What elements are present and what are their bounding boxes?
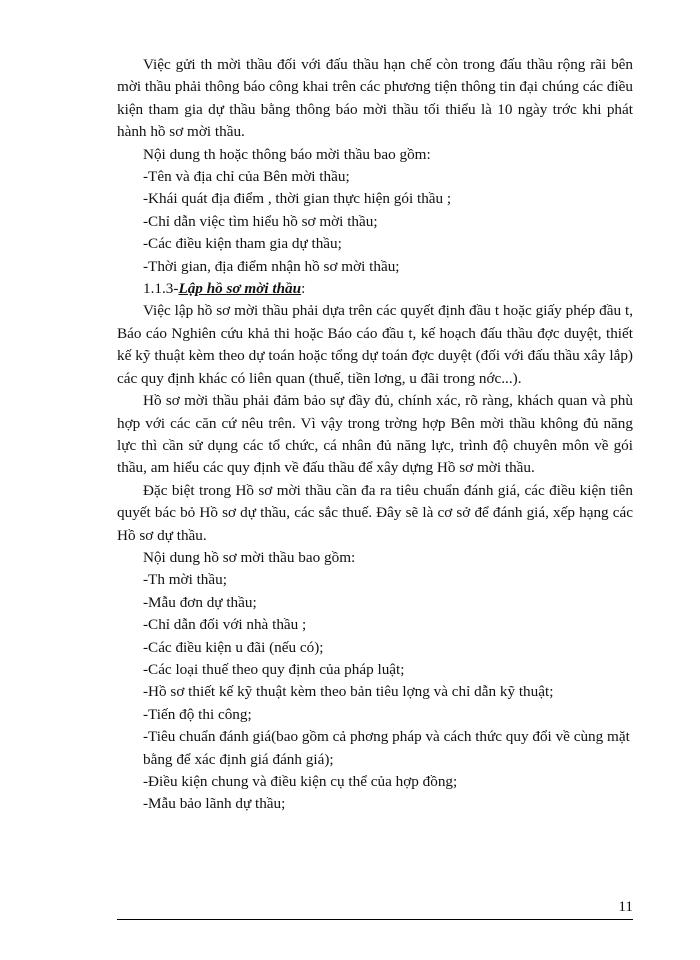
paragraph-basis: Việc lập hồ sơ mời thầu phải dựa trên các quyết định đầu t hoặc giấy phép đầu t, Báo cáo Nghiên cứu khả thi hoặc Báo cáo đầu t, kế hoạch đấu thầu đợc duyệt, thiết kế kỹ thuật kèm theo dự toán hoặc tổng dự toán đợc duyệt (đối với đấu thầu xây lắp) các quy định khác có liên quan (thuế, tiền lơng, u đãi trong nớc...). — [117, 302, 633, 387]
paragraph-invitation-content: Nội dung th hoặc thông báo mời thầu bao gồm: — [143, 145, 431, 163]
section-colon: : — [301, 280, 306, 298]
page-body — [117, 54, 633, 816]
paragraph-criteria: Đặc biệt trong Hồ sơ mời thầu cần đa ra tiêu chuẩn đánh giá, các điều kiện tiên quyết bác bỏ Hồ sơ dự thầu, các sắc thuế. Đây sẽ là cơ sở để đánh giá, xếp hạng các Hồ sơ dự thầu. — [117, 481, 633, 544]
paragraph-invitation: Việc gửi th mời thầu đối với đấu thầu hạn chế còn trong đấu thầu rộng rãi bên mời thầu phải thông báo công khai trên các phương tiện thông tin đại chúng các điều kiện tham gia dự thầu bằng thông báo mời thầu tối thiểu là 10 ngày trớc khi phát hành hồ sơ mời thầu. — [117, 56, 633, 141]
list-item: -Tên và địa chỉ của Bên mời thầu; — [143, 168, 350, 186]
section-number: 1.1.3- — [143, 280, 179, 298]
section-heading — [117, 278, 633, 300]
footer-rule — [117, 919, 633, 920]
list-item: -Điều kiện chung và điều kiện cụ thể của hợp đồng; — [143, 773, 458, 790]
list-item: -Mẫu bảo lãnh dự thầu; — [143, 795, 286, 813]
list-item: -Tiêu chuẩn đánh giá(bao gồm cả phơng pháp và cách thức quy đổi về cùng mặt bằng để xác định giá đánh giá); — [143, 728, 630, 768]
list-item: -Chỉ dẫn đối với nhà thầu ; — [143, 616, 307, 634]
paragraph-requirements: Hồ sơ mời thầu phải đảm bảo sự đầy đủ, chính xác, rõ ràng, khách quan và phù hợp với các căn cứ nêu trên. Vì vậy trong trờng hợp Bên mời thầu không đủ năng lực thì cần sử dụng các tổ chức, cá nhân đủ năng lực, trình độ chuyên môn về gói thầu, am hiểu các quy định về đấu thầu để xây dựng Hồ sơ mời thầu. — [117, 392, 633, 477]
list-item: -Th mời thầu; — [143, 571, 227, 589]
list-item: -Chỉ dẫn việc tìm hiểu hồ sơ mời thầu; — [143, 212, 378, 230]
list-item: -Thời gian, địa điểm nhận hồ sơ mời thầu; — [143, 257, 400, 275]
list-item: -Hồ sơ thiết kế kỹ thuật kèm theo bản tiêu lợng và chỉ dẫn kỹ thuật; — [143, 683, 554, 701]
list-item: -Các điều kiện u đãi (nếu có); — [143, 638, 324, 656]
list-item: -Các loại thuế theo quy định của pháp luật; — [143, 660, 405, 678]
list-item: -Tiến độ thi công; — [143, 705, 252, 723]
section-title: Lập hồ sơ mời thầu — [178, 280, 302, 298]
page-number: 11 — [618, 898, 633, 915]
list-item: -Mẫu đơn dự thầu; — [143, 593, 257, 611]
list-item: -Khái quát địa điểm , thời gian thực hiện gói thầu ; — [143, 190, 452, 208]
list-item: -Các điều kiện tham gia dự thầu; — [143, 235, 342, 253]
paragraph-dossier-content: Nội dung hồ sơ mời thầu bao gồm: — [143, 548, 356, 566]
